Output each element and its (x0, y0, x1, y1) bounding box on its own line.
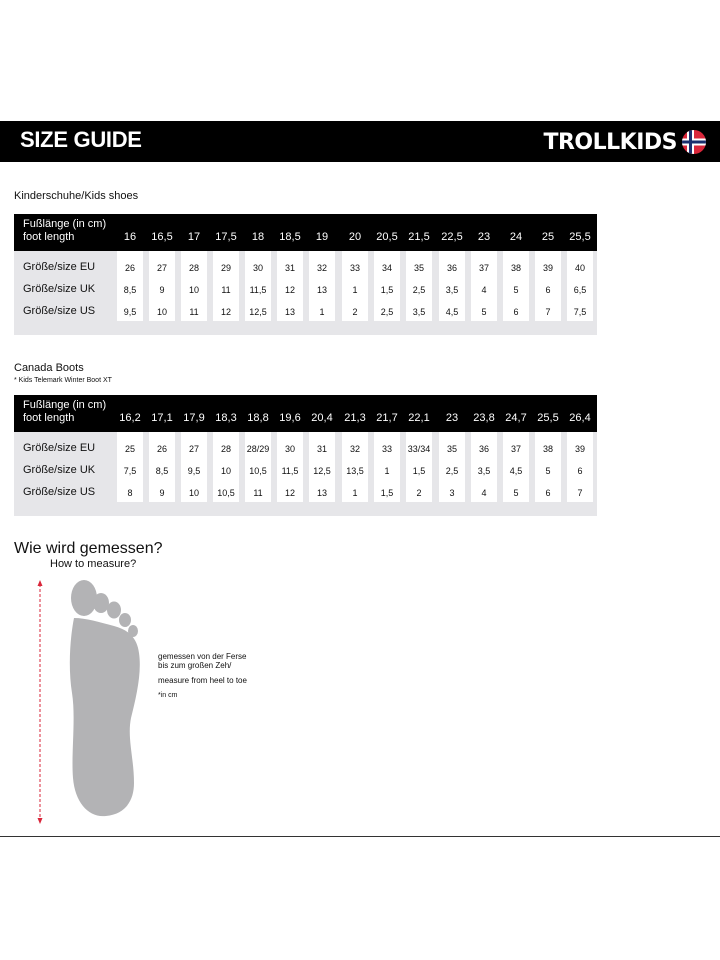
size-cell: 28/29 (246, 444, 270, 454)
size-cell: 28 (188, 263, 199, 273)
size-cell: 1,5 (380, 285, 394, 295)
size-cell: 6 (577, 466, 583, 476)
foot-length-cell: 18,3 (215, 412, 237, 424)
foot-length-cell: 18,8 (247, 412, 269, 424)
size-cell: 5 (545, 466, 551, 476)
size-cell: 12,5 (249, 307, 267, 317)
size-cell: 6 (545, 285, 551, 295)
size-cell: 8,5 (123, 285, 137, 295)
foot-length-cell: 22,5 (441, 231, 463, 243)
size-cell: 34 (381, 263, 392, 273)
foot-length-cell: 17,9 (183, 412, 205, 424)
foot-length-cell: 25,5 (569, 231, 591, 243)
size-cell: 3,5 (477, 466, 491, 476)
size-cell: 11 (221, 285, 231, 295)
size-cell: 3,5 (412, 307, 426, 317)
size-cell: 1 (319, 307, 325, 317)
size-cell: 39 (574, 444, 585, 454)
foot-length-cell: 23 (445, 412, 459, 424)
size-cell: 7 (545, 307, 551, 317)
table-header-row (14, 214, 597, 251)
foot-length-cell: 24 (509, 231, 523, 243)
table-body (14, 432, 597, 516)
size-cell: 7 (577, 488, 583, 498)
size-cell: 37 (478, 263, 489, 273)
size-cell: 10,5 (217, 488, 235, 498)
how-to-measure-title: Wie wird gemessen? (14, 540, 163, 557)
foot-length-cell: 17 (187, 231, 201, 243)
size-cell: 25 (124, 444, 135, 454)
size-cell: 10 (156, 307, 167, 317)
size-cell: 35 (446, 444, 457, 454)
measure-text-line2: bis zum großen Zeh/ (158, 661, 232, 670)
foot-length-cell: 16,2 (119, 412, 141, 424)
size-cell: 8,5 (155, 466, 169, 476)
size-cell: 1,5 (412, 466, 426, 476)
size-cell: 35 (413, 263, 424, 273)
foot-length-cell: 16,5 (151, 231, 173, 243)
bottom-divider (0, 836, 720, 837)
size-cell: 37 (510, 444, 521, 454)
foot-length-cell: 23,8 (473, 412, 495, 424)
size-cell: 4,5 (509, 466, 523, 476)
foot-length-cell: 22,1 (408, 412, 430, 424)
measure-description-de (158, 652, 247, 670)
foot-length-cell: 18,5 (279, 231, 301, 243)
size-cell: 5 (481, 307, 487, 317)
page-title: SIZE GUIDE (20, 127, 142, 152)
size-cell: 1,5 (380, 488, 394, 498)
foot-length-cell: 21,5 (408, 231, 430, 243)
foot-length-cell: 24,7 (505, 412, 527, 424)
foot-length-label (23, 399, 106, 425)
foot-length-cell: 23 (477, 231, 491, 243)
size-cell: 1 (384, 466, 390, 476)
canada-boots-note: * Kids Telemark Winter Boot XT (14, 377, 112, 384)
size-cell: 6,5 (573, 285, 587, 295)
row-label: Größe/size EU (23, 261, 96, 273)
size-cell: 40 (574, 263, 585, 273)
size-cell: 10,5 (249, 466, 267, 476)
size-cell: 9 (159, 488, 165, 498)
size-guide-header (0, 121, 720, 162)
size-cell: 33/34 (407, 444, 431, 454)
size-cell: 12,5 (313, 466, 331, 476)
size-cell: 4 (481, 488, 487, 498)
size-cell: 12 (220, 307, 231, 317)
foot-length-label-en: foot length (23, 231, 75, 243)
measure-description-en: measure from heel to toe (158, 676, 247, 685)
kids-shoes-title: Kinderschuhe/Kids shoes (14, 190, 139, 202)
size-cell: 3,5 (445, 285, 459, 295)
foot-length-cell: 20,5 (376, 231, 398, 243)
size-cell: 5 (513, 285, 519, 295)
canada-boots-title: Canada Boots (14, 362, 84, 374)
measure-text-line1: gemessen von der Ferse (158, 652, 247, 661)
size-cell: 4 (481, 285, 487, 295)
row-label: Größe/size US (23, 305, 96, 317)
size-cell: 2,5 (445, 466, 459, 476)
size-cell: 27 (156, 263, 167, 273)
norway-flag-icon (681, 129, 707, 155)
size-cell: 7,5 (123, 466, 137, 476)
size-cell: 11,5 (249, 285, 267, 295)
size-cell: 30 (252, 263, 263, 273)
size-cell: 3 (449, 488, 455, 498)
size-cell: 27 (188, 444, 199, 454)
size-cell: 38 (542, 444, 553, 454)
size-cell: 30 (284, 444, 295, 454)
size-cell: 9,5 (187, 466, 201, 476)
foot-length-cell: 19 (315, 231, 329, 243)
foot-length-label-en: foot length (23, 412, 75, 424)
row-label: Größe/size US (23, 486, 96, 498)
size-cell: 31 (284, 263, 295, 273)
size-cell: 13 (284, 307, 295, 317)
size-cell: 28 (220, 444, 231, 454)
size-cell: 26 (156, 444, 167, 454)
size-cell: 11 (189, 307, 199, 317)
foot-length-label-de: Fußlänge (in cm) (23, 399, 107, 411)
size-cell: 6 (545, 488, 551, 498)
foot-length-label (23, 218, 106, 244)
size-cell: 9 (159, 285, 165, 295)
foot-length-label-de: Fußlänge (in cm) (23, 218, 107, 230)
size-cell: 1 (352, 488, 358, 498)
size-cell: 33 (349, 263, 360, 273)
size-cell: 10 (188, 488, 199, 498)
size-cell: 36 (478, 444, 489, 454)
brand-name: TROLLKIDS (543, 129, 677, 155)
foot-length-cell: 16 (123, 231, 137, 243)
size-cell: 13,5 (346, 466, 364, 476)
brand-logo (543, 129, 707, 155)
size-cell: 2,5 (380, 307, 394, 317)
table-body (14, 251, 597, 335)
foot-length-cell: 21,3 (344, 412, 366, 424)
size-cell: 12 (284, 285, 295, 295)
size-cell: 2 (352, 307, 358, 317)
size-cell: 11,5 (281, 466, 299, 476)
size-cell: 13 (316, 285, 327, 295)
foot-length-cell: 19,6 (279, 412, 301, 424)
size-cell: 26 (124, 263, 135, 273)
foot-length-cell: 21,7 (376, 412, 398, 424)
size-cell: 39 (542, 263, 553, 273)
size-cell: 33 (381, 444, 392, 454)
foot-length-cell: 17,5 (215, 231, 237, 243)
foot-length-cell: 18 (251, 231, 265, 243)
size-cell: 12 (284, 488, 295, 498)
size-cell: 32 (316, 263, 327, 273)
size-cell: 31 (316, 444, 327, 454)
foot-length-cell: 20,4 (311, 412, 333, 424)
foot-length-cell: 26,4 (569, 412, 591, 424)
size-cell: 38 (510, 263, 521, 273)
size-cell: 36 (446, 263, 457, 273)
row-label: Größe/size EU (23, 442, 96, 454)
size-cell: 7,5 (573, 307, 587, 317)
size-cell: 1 (352, 285, 358, 295)
size-cell: 10 (188, 285, 199, 295)
row-label: Größe/size UK (23, 283, 96, 295)
size-cell: 32 (349, 444, 360, 454)
measure-unit-note: *in cm (158, 692, 178, 699)
size-cell: 6 (513, 307, 519, 317)
size-cell: 11 (253, 488, 263, 498)
size-cell: 29 (220, 263, 231, 273)
size-cell: 10 (220, 466, 231, 476)
foot-length-cell: 25 (541, 231, 555, 243)
size-cell: 13 (316, 488, 327, 498)
foot-outline-icon (34, 578, 149, 826)
table-header-row (14, 395, 597, 432)
size-cell: 4,5 (445, 307, 459, 317)
size-cell: 2,5 (412, 285, 426, 295)
row-label: Größe/size UK (23, 464, 96, 476)
foot-length-cell: 20 (348, 231, 362, 243)
foot-length-cell: 17,1 (151, 412, 173, 424)
size-cell: 9,5 (123, 307, 137, 317)
size-cell: 5 (513, 488, 519, 498)
how-to-measure-subtitle: How to measure? (50, 558, 137, 570)
size-cell: 8 (127, 488, 133, 498)
foot-length-cell: 25,5 (537, 412, 559, 424)
size-cell: 2 (416, 488, 422, 498)
